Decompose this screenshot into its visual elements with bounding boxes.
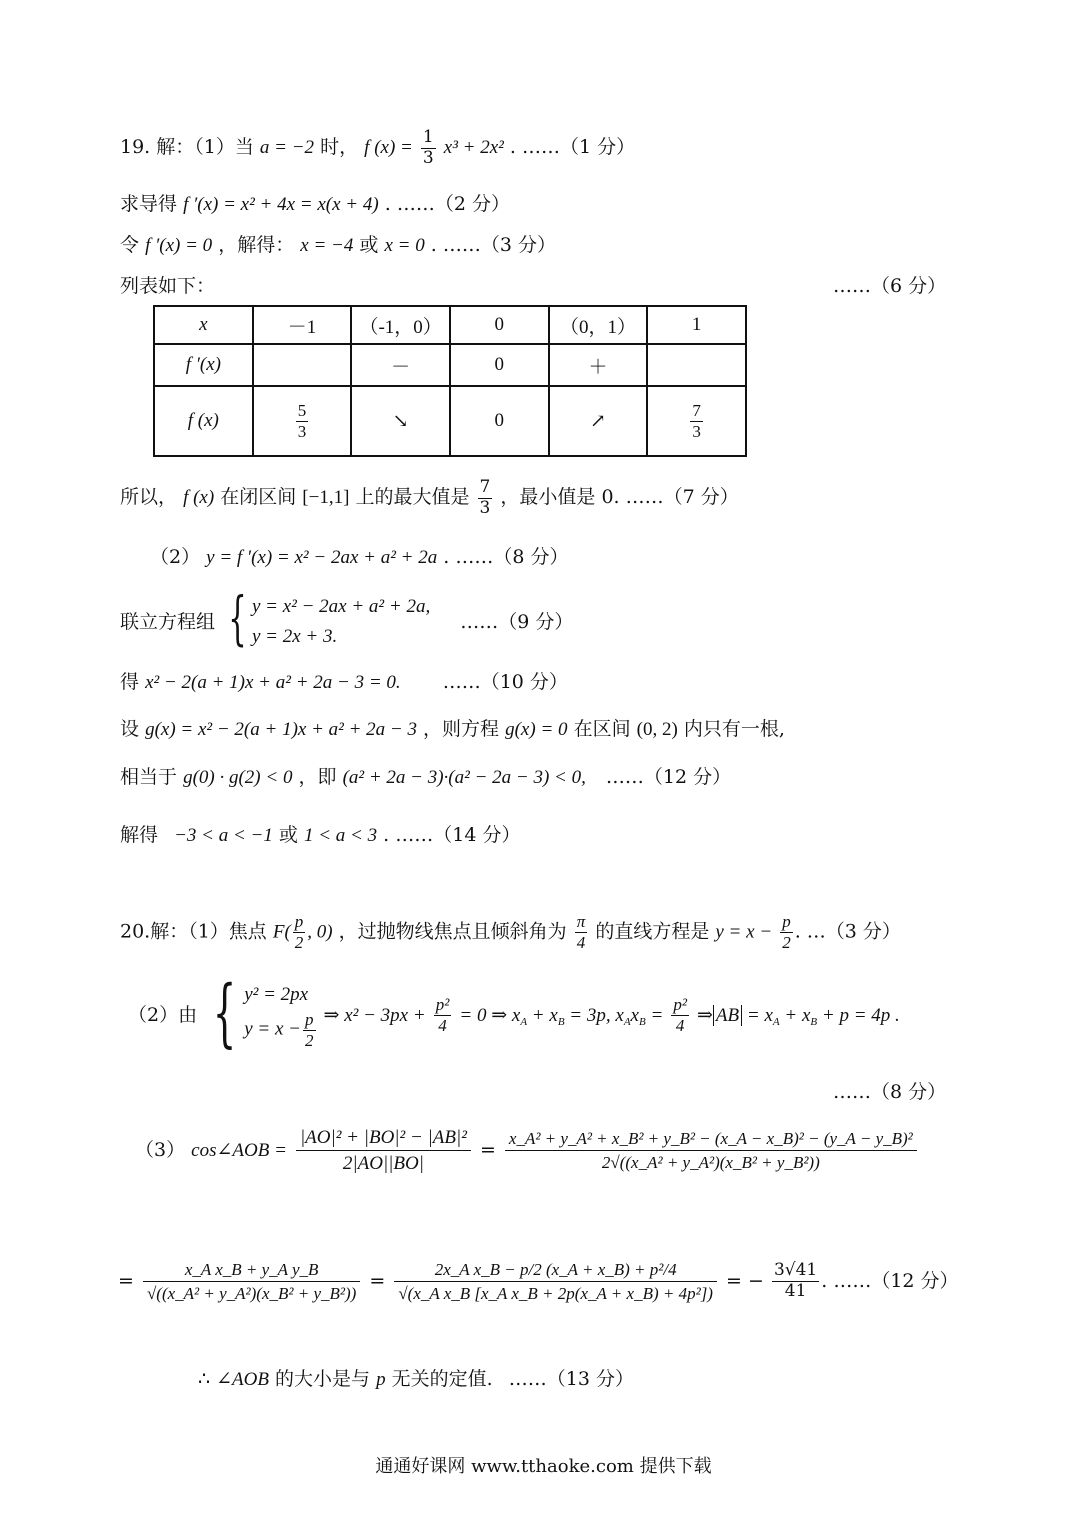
fraction-p2-over-4: $\frac{\text{p²}}{4}$ bbox=[673, 995, 687, 1035]
p19-line11: 解得 −3 < a < −1 或 1 < a < 3 . ……（14 分） bbox=[120, 824, 521, 846]
fraction-p-over-2: $\frac{p}{2}$ bbox=[294, 912, 304, 952]
fraction-one-third: $\frac{1}{3}$ bbox=[422, 127, 434, 168]
fraction-pi-over-4: $\frac{\pi}{4}$ bbox=[576, 912, 586, 952]
p19-line3: 令 f ′(x) = 0 ，解得： x = −4 或 x = 0 . ……（3 分） bbox=[120, 234, 556, 256]
chord-length-expression: ⇒ AB = $x_A + x_B + p = 4p$ . bbox=[697, 1004, 900, 1028]
sum-product-expression: = 0 ⇒ $x_A + x_B = 3p$, $x_Ax_B$ = bbox=[459, 1004, 664, 1028]
p19-line10: 相当于 g(0) · g(2) < 0 ，即 (a² + 2a − 3)·(a² − 2a − 3) < 0, ……（12 分） bbox=[120, 766, 732, 788]
p20-line2-score: ……（8 分） bbox=[833, 1081, 947, 1103]
equation-system: { y = x² − 2ax + a² + 2a, y = 2x + 3. bbox=[228, 584, 431, 652]
table-cell: f ′(x) bbox=[154, 344, 253, 386]
fraction-seven-thirds: $\frac{7}{3}$ bbox=[479, 477, 491, 518]
table-cell: 0 bbox=[450, 344, 549, 386]
table-cell bbox=[647, 344, 746, 386]
p19-line5: 所以， f (x) 在闭区间 [−1,1] 上的最大值是 $\frac{7}{3}$ ，最小值是 0. ……（7 分） bbox=[120, 477, 739, 518]
left-brace-icon: { bbox=[212, 970, 237, 1056]
p19-line2: 求导得 f ′(x) = x² + 4x = x(x + 4) . ……（2 分） bbox=[120, 193, 510, 215]
p20-line2: （2）由 { y² = 2px y = x − $\frac{p}{2}$ ⇒ x² − 3px + $\frac{\text{p²}}{4}$ = 0 ⇒ $x_A + x_B = 3p$, $x_Ax_B$ = $\frac{\text{p²}}{4}$ ⇒ AB = $x_A + x_B + p = 4p$ . bbox=[128, 970, 900, 1056]
table-cell: ＋ bbox=[549, 344, 648, 386]
equation-system: { y² = 2px y = x − $\frac{p}{2}$ bbox=[212, 970, 314, 1056]
p20-line4: = $\frac{\text{x\_A x\_B + y\_A y\_B}}{\text{√((x\_A² + y\_A²)(x\_B² + y\_B²))}}$ = $\frac{\text{2x\_A x\_B − p/2 (x\_A + x\_B) + p²/4}}{\text{√(x\_A x\_B [x\_A x\_B + 2p(x\_A + x\_B) + 4p²])}}$ = − $\frac{3√41}{41}$ . ……（12 分） bbox=[118, 1260, 959, 1303]
p20-line3: （3） cos∠AOB = $\frac{\text{|AO|² + |BO|² − |AB|²}}{2|AO||BO|}$ = $\frac{\text{x\_A² + y\_A² + x\_B² + y\_B² − (x\_A − x\_B)² − (y\_A − y\_B)²}}{\text{2√((x\_A² + y\_A²)(x\_B² + y\_B²))}}$ bbox=[135, 1125, 920, 1176]
p19-line8: 得 x² − 2(a + 1)x + a² + 2a − 3 = 0. ……（10 分） bbox=[120, 671, 568, 693]
table-cell: －1 bbox=[253, 306, 352, 344]
substituted-fraction: $\frac{\text{2x\_A x\_B − p/2 (x\_A + x\_B) + p²/4}}{\text{√(x\_A x\_B [x\_A x\_B + 2p(x\_A + x\_B) + 4p²])}}$ bbox=[394, 1258, 717, 1305]
table-cell-fraction bbox=[253, 386, 352, 456]
p19-line9: 设 g(x) = x² − 2(a + 1)x + a² + 2a − 3 ，则方程 g(x) = 0 在区间 (0, 2) 内只有一根, bbox=[120, 718, 785, 740]
table-cell: （-1，0） bbox=[351, 306, 450, 344]
p19-line6: （2） y = f ′(x) = x² − 2ax + a² + 2a . ……（8 分） bbox=[150, 546, 569, 568]
cosine-law-fraction: $\frac{\text{|AO|² + |BO|² − |AB|²}}{2|AO||BO|}$ bbox=[296, 1125, 471, 1176]
table-cell: ↗ bbox=[549, 386, 648, 456]
dot-product-fraction: $\frac{\text{x\_A x\_B + y\_A y\_B}}{\text{√((x\_A² + y\_A²)(x\_B² + y\_B²))}}$ bbox=[143, 1258, 360, 1305]
table-row bbox=[154, 386, 746, 456]
table-cell: ↘ bbox=[351, 386, 450, 456]
table-row bbox=[154, 344, 746, 386]
fraction-p-over-2: $\frac{p}{2}$ bbox=[305, 1010, 314, 1050]
left-brace-icon: { bbox=[228, 584, 247, 652]
result-fraction: $\frac{3√41}{41}$ bbox=[773, 1260, 818, 1301]
p19-line4: 列表如下： bbox=[120, 275, 216, 297]
fraction-p2-over-4: $\frac{\text{p²}}{4}$ bbox=[435, 995, 450, 1035]
table-cell: － bbox=[351, 344, 450, 386]
fraction: $\frac{5}{3}$ bbox=[297, 400, 307, 441]
table-cell: x bbox=[154, 306, 253, 344]
p19-line7: 联立方程组 { y = x² − 2ax + a² + 2a, y = 2x + 3. ……（9 分） bbox=[120, 584, 574, 652]
coordinate-fraction: $\frac{\text{x\_A² + y\_A² + x\_B² + y\_B² − (x\_A − x\_B)² − (y\_A − y\_B)²}}{\text{2√((x\_A² + y\_A²)(x\_B² + y\_B²))}}$ bbox=[505, 1127, 917, 1174]
fraction: $\frac{7}{3}$ bbox=[692, 400, 701, 441]
table-cell bbox=[253, 344, 352, 386]
sign-table bbox=[153, 305, 747, 457]
p20-line5: ∴ ∠AOB 的大小是与 p 无关的定值. ……（13 分） bbox=[198, 1368, 634, 1390]
table-cell: （0，1） bbox=[549, 306, 648, 344]
p20-line1: 20.解：（1）焦点 F( $\frac{p}{2}$ , 0) ，过抛物线焦点且倾斜角为 $\frac{\pi}{4}$ 的直线方程是 y = x − $\frac{p}{2}$ . …（3 分） bbox=[120, 912, 901, 952]
table-cell: 1 bbox=[647, 306, 746, 344]
p19-line1: 19. 解：（1）当 a = −2 时， f (x) = $\frac{1}{3}$ x³ + 2x² . ……（1 分） bbox=[120, 127, 636, 168]
table-cell: f (x) bbox=[154, 386, 253, 456]
table-cell-fraction bbox=[647, 386, 746, 456]
page-footer: 通通好课网 www.tthaoke.com 提供下载 bbox=[375, 1456, 712, 1477]
table-row bbox=[154, 306, 746, 344]
table-cell: 0 bbox=[450, 386, 549, 456]
table-cell: 0 bbox=[450, 306, 549, 344]
fraction-p-over-2: $\frac{p}{2}$ bbox=[782, 912, 791, 952]
p19-line4-score: ……（6 分） bbox=[833, 275, 947, 297]
